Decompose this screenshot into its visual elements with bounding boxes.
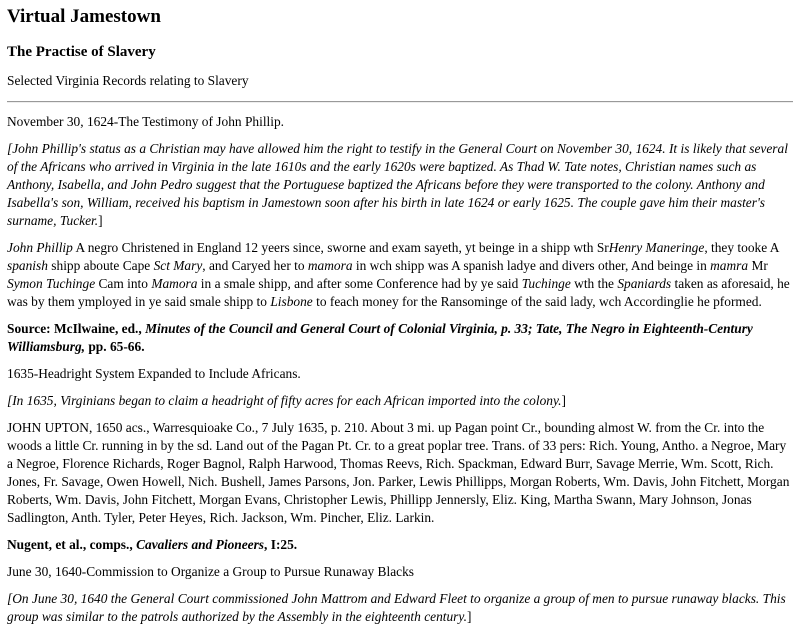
editor-note <box>7 590 793 626</box>
text-segment: in a smale shipp, and after some Conference had by ye said <box>197 276 522 291</box>
italic-name: Henry Maneringe <box>608 240 705 255</box>
note-text: [In 1635, Virginians began to claim a headright of fifty acres for each African imported into the colony. <box>7 393 562 408</box>
editor-note <box>7 392 793 410</box>
source-citation <box>7 320 793 356</box>
divider <box>7 101 793 103</box>
source-title: Cavaliers and Pioneers <box>136 537 265 552</box>
text-segment: A negro Christened in England 12 yeers since, sworne and exam sayeth, yt beinge in a shipp wth Sr <box>72 240 609 255</box>
text-segment: shipp aboute Cape <box>47 258 154 273</box>
entry-heading: June 30, 1640-Commission to Organize a Group to Pursue Runaway Blacks <box>7 564 415 579</box>
source-pages: , I:25. <box>264 537 298 552</box>
source-label: Nugent, et al., comps., <box>7 537 137 552</box>
note-text: [John Phillip's status as a Christian may have allowed him the right to testify in the General Court on November 30, 1624. It is likely that several of the Africans who arrived in Virginia in the late 1610s and the early 1620s were baptized. As Thad W. Tate notes, Christian names such as Anthony, Isabella, and John Pedro suggest that the Portuguese baptized the Africans before they were transported to the colony. Anthony and Isabella's son, William, received his baptism in Jamestown soon after his birth in late 1624 or early 1625. The couple gave him their master's surname, Tucker. <box>7 141 788 228</box>
subtitle: Selected Virginia Records relating to Slavery <box>7 73 249 88</box>
site-title: Virtual Jamestown <box>7 6 161 27</box>
page-title: The Practise of Slavery <box>7 44 156 60</box>
text-segment: , they tooke A <box>704 240 779 255</box>
source-title: Minutes of the Council and General Court of Colonial Virginia, p. 33; Tate, The Negro in Eighteenth-Century Williamsburg, <box>7 321 753 354</box>
source-pages: pp. 65-66. <box>85 339 145 354</box>
entry-heading: November 30, 1624-The Testimony of John Phillip. <box>7 114 285 129</box>
text-segment: to feach money for the Ransominge of the said lady, wch Accordinglie he pformed. <box>312 294 762 309</box>
text-segment: wth the <box>570 276 618 291</box>
text-segment: Mr <box>748 258 768 273</box>
italic-name: Lisbone <box>270 294 313 309</box>
italic-name: mamora <box>307 258 353 273</box>
italic-name: Sct Mary <box>153 258 203 273</box>
italic-name: Mamora <box>151 276 198 291</box>
italic-name: Spaniards <box>617 276 672 291</box>
italic-name: Tuchinge <box>521 276 571 291</box>
text-segment: , and Caryed her to <box>202 258 308 273</box>
record-text <box>7 239 793 311</box>
source-label: Source: McIlwaine, ed., <box>7 321 146 336</box>
italic-name: John Phillip <box>7 240 73 255</box>
text-segment: in wch shipp was A spanish ladye and divers other, And beinge in <box>352 258 711 273</box>
editor-note <box>7 140 793 230</box>
source-citation <box>7 536 793 554</box>
note-bracket: ] <box>466 609 472 624</box>
entry-heading: 1635-Headright System Expanded to Include Africans. <box>7 366 301 381</box>
italic-name: mamra <box>710 258 749 273</box>
text-segment: Cam into <box>95 276 152 291</box>
note-bracket: ] <box>98 213 103 228</box>
record-text: JOHN UPTON, 1650 acs., Warresquioake Co., 7 July 1635, p. 210. About 3 mi. up Pagan point Cr., bounding almost W. from the Cr. into the woods a little Cr. running in by the sd. Land out of the Pagan Pt. Cr. to a great poplar tree. Trans. of 33 pers: Rich. Young, Antho. a Negroe, Mary a Negroe, Florence Richards, Roger Bagnol, Ralph Harwood, Thomas Reevs, Rich. Spackman, Edward Burr, Savage Merrie, Wm. Scott, Rich. Jones, Fr. Savage, Owen Howell, Nich. Bushell, James Parsons, Jon. Parker, Lewis Phillipps, Morgan Roberts, Wm. Davis, John Fitchett, Morgan Roberts, Wm. Davis, John Fitchett, Morgan Evans, Christopher Lewis, Phillipp Jennersly, Eliz. King, Martha Swann, Mary Johnson, Jonas Sadlington, Anth. Tyler, Peter Heyes, Rich. Jackson, Wm. Pincher, Eliz. Larkin. <box>7 420 790 525</box>
italic-name: spanish <box>7 258 48 273</box>
note-text: [On June 30, 1640 the General Court commissioned John Mattrom and Edward Fleet to organize a group of men to pursue runaway blacks. This group was similar to the patrols authorized by the Assembly in the eighteenth century. <box>7 591 786 624</box>
note-bracket: ] <box>561 393 567 408</box>
italic-name: Symon Tuchinge <box>7 276 96 291</box>
text-segment: taken as aforesaid, he was by them ymployed in ye said smale shipp to <box>7 276 790 309</box>
